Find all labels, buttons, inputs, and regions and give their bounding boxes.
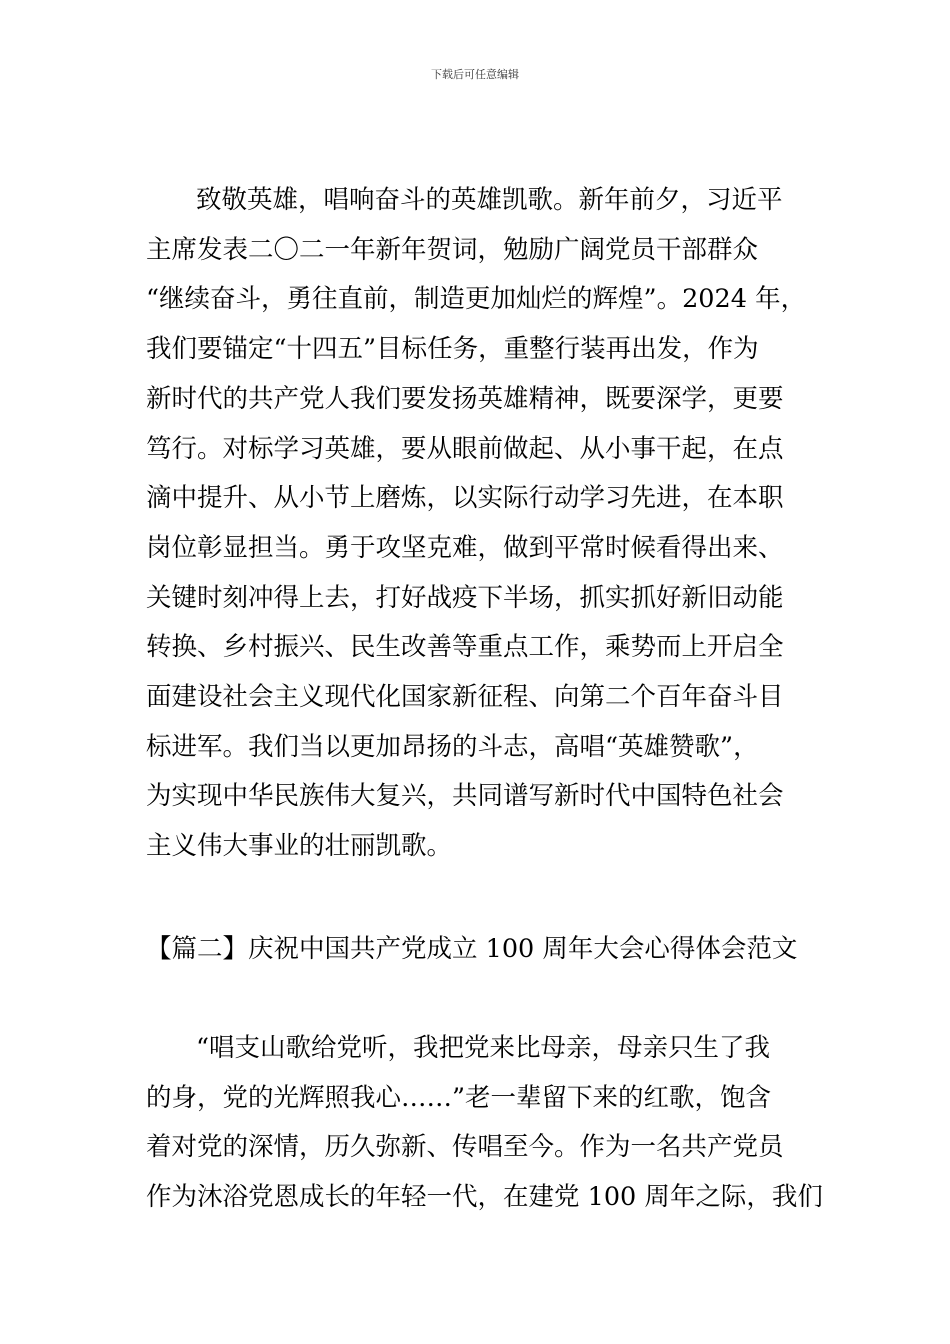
paragraph-1 — [146, 176, 814, 872]
text-line: 滴中提升、从小节上磨炼，以实际行动学习先进，在本职 — [146, 483, 784, 514]
text-line: 的身，党的光辉照我心……”老一辈留下来的红歌，饱含 — [146, 1082, 772, 1113]
text-line: 面建设社会主义现代化国家新征程、向第二个百年奋斗目 — [146, 682, 784, 713]
section-title-text: 【篇二】庆祝中国共产党成立 100 周年大会心得体会范文 — [146, 934, 798, 964]
text-line: 着对党的深情，历久弥新、传唱至今。作为一名共产党员 — [146, 1132, 784, 1163]
page-header-note: 下载后可任意编辑 — [431, 68, 519, 81]
text-line: 标进军。我们当以更加昂扬的斗志，高唱“英雄赞歌”， — [146, 731, 759, 762]
paragraph-2 — [146, 1024, 823, 1223]
text-line: 转换、乡村振兴、民生改善等重点工作，乘势而上开启全 — [146, 632, 784, 663]
text-line: 关键时刻冲得上去，打好战疫下半场，抓实抓好新旧动能 — [146, 582, 784, 613]
text-line: 为实现中华民族伟大复兴，共同谱写新时代中国特色社会 — [146, 781, 784, 812]
text-line: 主席发表二〇二一年新年贺词，勉励广阔党员干部群众 — [146, 234, 759, 265]
text-line: 岗位彰显担当。勇于攻坚克难，做到平常时候看得出来、 — [146, 532, 784, 563]
text-line: 笃行。对标学习英雄，要从眼前做起、从小事干起，在点 — [146, 433, 784, 464]
text-line: 新时代的共产党人我们要发扬英雄精神，既要深学，更要 — [146, 383, 784, 414]
text-line: 主义伟大事业的壮丽凯歌。 — [146, 831, 453, 862]
text-line: 我们要锚定“十四五”目标任务，重整行装再出发，作为 — [146, 334, 759, 365]
text-line: 作为沐浴党恩成长的年轻一代，在建党 100 周年之际，我们 — [146, 1182, 823, 1213]
text-line: “唱支山歌给党听，我把党来比母亲，母亲只生了我 — [196, 1033, 771, 1063]
text-line: “继续奋斗，勇往直前，制造更加灿烂的辉煌”。2024 年， — [146, 284, 807, 315]
text-line: 致敬英雄，唱响奋斗的英雄凯歌。新年前夕，习近平 — [196, 185, 783, 215]
section-title — [146, 925, 814, 975]
